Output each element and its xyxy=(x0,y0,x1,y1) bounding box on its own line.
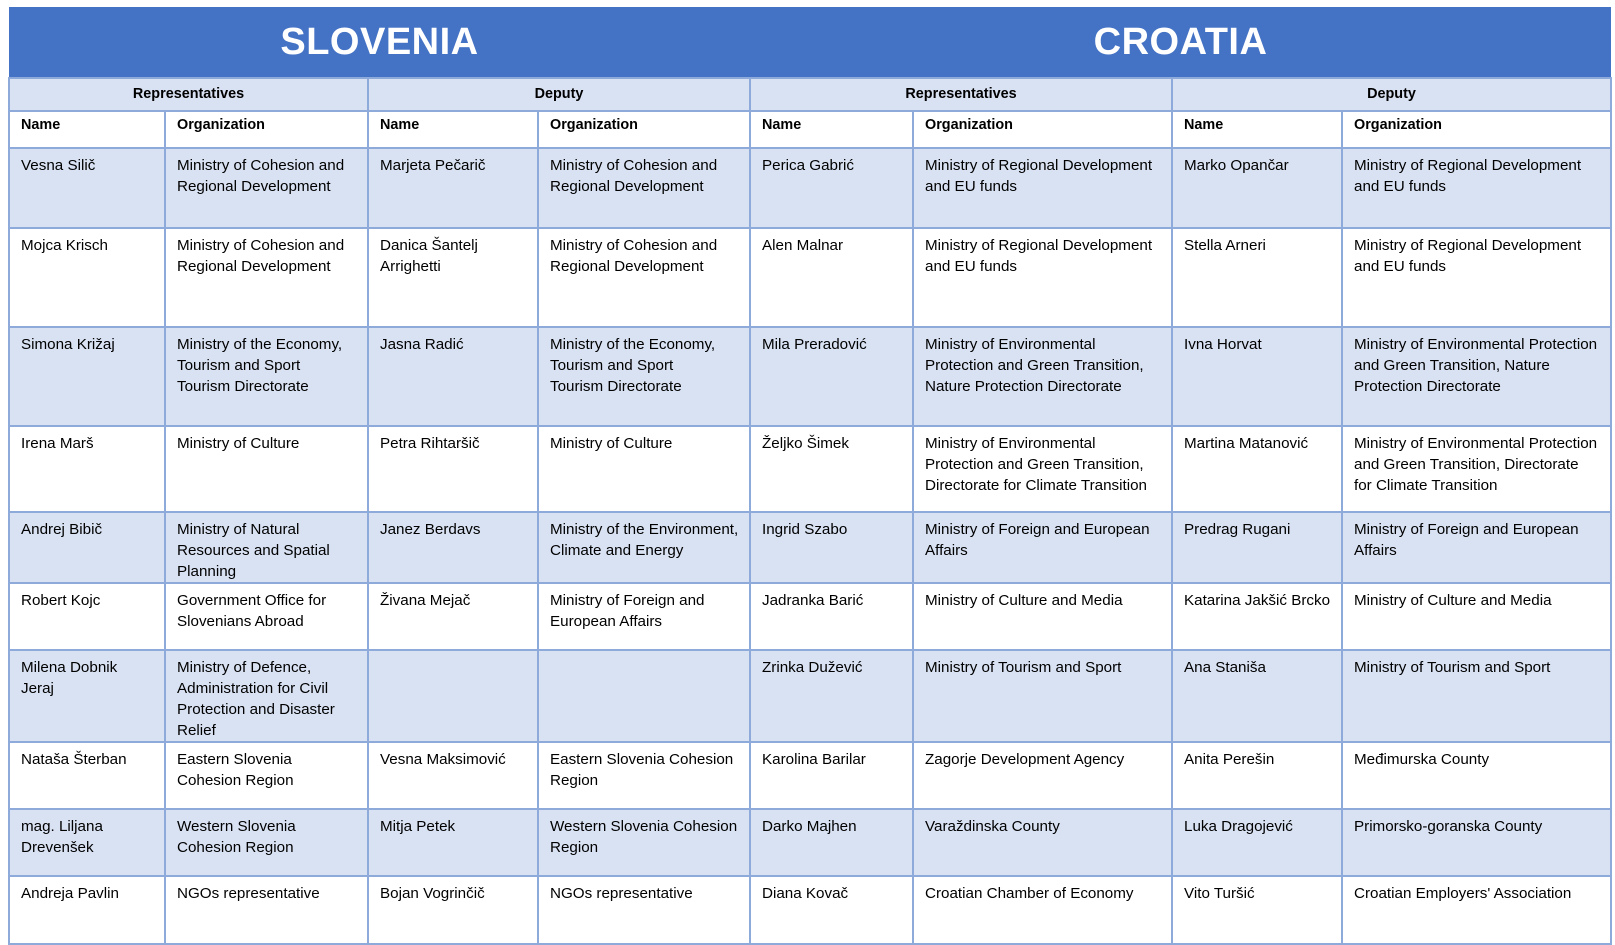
cell-name xyxy=(1172,228,1342,327)
cell-organization xyxy=(1342,650,1611,742)
name-text: Jadranka Barić xyxy=(762,592,864,609)
cell-organization xyxy=(538,809,750,876)
column-header-organization: Organization xyxy=(165,111,368,148)
cell-name xyxy=(368,426,538,512)
name-text: Vesna Maksimović xyxy=(380,751,506,768)
name-text: Anita Perešin xyxy=(1184,751,1275,768)
table-row xyxy=(9,228,1611,327)
cell-organization xyxy=(913,876,1172,944)
name-text: Vesna Silič xyxy=(21,157,96,174)
organization-directorate-text: Tourism Directorate xyxy=(550,378,682,395)
name-text: Diana Kovač xyxy=(762,885,849,902)
cell-organization xyxy=(538,426,750,512)
cell-organization xyxy=(913,809,1172,876)
cell-name xyxy=(1172,809,1342,876)
cell-name xyxy=(9,228,165,327)
table-row xyxy=(9,426,1611,512)
table-row xyxy=(9,650,1611,742)
organization-text: Croatian Employers' Association xyxy=(1354,885,1572,902)
organization-text: Ministry of Environmental Protection and Green Transition, Nature Protection Directorate xyxy=(1354,336,1598,395)
name-text: Stella Arneri xyxy=(1184,237,1266,254)
organization-text: Croatian Chamber of Economy xyxy=(925,885,1134,902)
name-text: Katarina Jakšić Brcko xyxy=(1184,592,1331,609)
name-text: Ingrid Szabo xyxy=(762,521,848,538)
cell-name xyxy=(750,809,913,876)
organization-text: Ministry of Tourism and Sport xyxy=(925,659,1122,676)
cell-organization xyxy=(913,426,1172,512)
cell-organization xyxy=(538,228,750,327)
column-header-row xyxy=(9,111,1611,148)
cell-name xyxy=(1172,426,1342,512)
cell-organization xyxy=(538,650,750,742)
cell-organization xyxy=(538,876,750,944)
cell-name xyxy=(1172,512,1342,583)
organization-text: Ministry of Natural Resources and Spatial Planning xyxy=(177,521,330,580)
organization-text: Ministry of Foreign and European Affairs xyxy=(925,521,1150,559)
cell-name xyxy=(368,650,538,742)
cell-organization xyxy=(913,742,1172,809)
cell-organization xyxy=(913,228,1172,327)
group-heading-slovenia-representatives: Representatives xyxy=(9,78,368,111)
name-text: Andreja Pavlin xyxy=(21,885,119,902)
cell-organization xyxy=(913,148,1172,228)
cell-organization xyxy=(1342,809,1611,876)
organization-text: Ministry of Tourism and Sport xyxy=(1354,659,1551,676)
organization-text: Ministry of Cohesion and Regional Development xyxy=(177,157,345,195)
name-text: Martina Matanović xyxy=(1184,435,1309,452)
table-row xyxy=(9,742,1611,809)
name-text: Bojan Vogrinčič xyxy=(380,885,485,902)
cell-name xyxy=(750,876,913,944)
column-header-organization: Organization xyxy=(913,111,1172,148)
name-text: Alen Malnar xyxy=(762,237,844,254)
organization-text: Zagorje Development Agency xyxy=(925,751,1125,768)
cell-organization xyxy=(165,327,368,426)
cell-name xyxy=(368,809,538,876)
group-heading-croatia-representatives: Representatives xyxy=(750,78,1172,111)
organization-text: Eastern Slovenia Cohesion Region xyxy=(550,751,734,789)
membership-table-container xyxy=(8,7,1610,945)
organization-text: NGOs representative xyxy=(177,885,320,902)
cell-organization xyxy=(165,148,368,228)
table-row xyxy=(9,512,1611,583)
cell-organization xyxy=(913,512,1172,583)
organization-text: Varaždinska County xyxy=(925,818,1060,835)
organization-text: Ministry of Culture xyxy=(550,435,673,452)
cell-name xyxy=(1172,583,1342,650)
cell-name xyxy=(368,327,538,426)
table-row xyxy=(9,327,1611,426)
cell-name xyxy=(750,512,913,583)
group-heading-croatia-deputy: Deputy xyxy=(1172,78,1611,111)
organization-text: Ministry of Cohesion and Regional Development xyxy=(177,237,345,275)
cell-name xyxy=(750,650,913,742)
name-text: Zrinka Dužević xyxy=(762,659,863,676)
table-body xyxy=(9,148,1611,944)
name-text: Vito Turšić xyxy=(1184,885,1255,902)
cell-organization xyxy=(913,583,1172,650)
cell-organization xyxy=(1342,876,1611,944)
organization-text: Međimurska County xyxy=(1354,751,1490,768)
organization-text: Ministry of Regional Development and EU funds xyxy=(1354,237,1582,275)
cell-name xyxy=(9,148,165,228)
column-header-name: Name xyxy=(368,111,538,148)
group-header-row xyxy=(9,78,1611,111)
column-header-organization: Organization xyxy=(1342,111,1611,148)
cell-organization xyxy=(1342,512,1611,583)
organization-text: Ministry of Environmental Protection and Green Transition, Nature Protection Directorate xyxy=(925,336,1144,395)
cell-name xyxy=(750,327,913,426)
cell-organization xyxy=(1342,742,1611,809)
cell-organization xyxy=(538,148,750,228)
cell-organization xyxy=(913,650,1172,742)
organization-text: Western Slovenia Cohesion Region xyxy=(177,818,296,856)
name-text: Robert Kojc xyxy=(21,592,101,609)
cell-name xyxy=(9,742,165,809)
organization-text: NGOs representative xyxy=(550,885,693,902)
name-text: Mitja Petek xyxy=(380,818,456,835)
organization-text: Ministry of Cohesion and Regional Development xyxy=(550,157,718,195)
name-text: Živana Mejač xyxy=(380,592,471,609)
organization-text: Ministry of Environmental Protection and Green Transition, Directorate for Climate Transition xyxy=(925,435,1147,494)
membership-table xyxy=(8,7,1612,945)
table-row xyxy=(9,148,1611,228)
country-heading-croatia: CROATIA xyxy=(750,7,1611,78)
cell-name xyxy=(1172,742,1342,809)
cell-organization xyxy=(165,742,368,809)
column-header-name: Name xyxy=(750,111,913,148)
name-text: Danica Šantelj Arrighetti xyxy=(380,237,478,275)
name-text: Nataša Šterban xyxy=(21,751,127,768)
cell-organization xyxy=(538,327,750,426)
cell-name xyxy=(750,583,913,650)
cell-organization xyxy=(1342,327,1611,426)
cell-name xyxy=(368,512,538,583)
cell-name xyxy=(9,327,165,426)
name-text: Ivna Horvat xyxy=(1184,336,1262,353)
name-text: Marko Opančar xyxy=(1184,157,1289,174)
cell-organization xyxy=(165,583,368,650)
cell-name xyxy=(9,809,165,876)
table-row xyxy=(9,809,1611,876)
cell-name xyxy=(1172,876,1342,944)
table-row xyxy=(9,876,1611,944)
cell-organization xyxy=(913,327,1172,426)
cell-name xyxy=(368,876,538,944)
cell-name xyxy=(1172,327,1342,426)
name-text: Andrej Bibič xyxy=(21,521,103,538)
cell-organization xyxy=(165,512,368,583)
organization-text: Ministry of Culture and Media xyxy=(1354,592,1552,609)
organization-directorate-text: Tourism Directorate xyxy=(177,378,309,395)
country-header-row xyxy=(9,7,1611,78)
cell-organization xyxy=(538,583,750,650)
group-heading-slovenia-deputy: Deputy xyxy=(368,78,750,111)
organization-text: Western Slovenia Cohesion Region xyxy=(550,818,738,856)
cell-organization xyxy=(538,512,750,583)
organization-text: Ministry of the Environment, Climate and Energy xyxy=(550,521,739,559)
country-heading-slovenia: SLOVENIA xyxy=(9,7,750,78)
organization-text: Eastern Slovenia Cohesion Region xyxy=(177,751,294,789)
cell-organization xyxy=(165,228,368,327)
name-text: Jasna Radić xyxy=(380,336,464,353)
name-text: Karolina Barilar xyxy=(762,751,866,768)
cell-name xyxy=(368,742,538,809)
name-text: Perica Gabrić xyxy=(762,157,855,174)
cell-name xyxy=(368,228,538,327)
organization-text: Ministry of Regional Development and EU funds xyxy=(925,157,1153,195)
name-text: Luka Dragojević xyxy=(1184,818,1293,835)
column-header-name: Name xyxy=(1172,111,1342,148)
organization-text: Ministry of Foreign and European Affairs xyxy=(1354,521,1579,559)
name-text: Janez Berdavs xyxy=(380,521,481,538)
cell-name xyxy=(750,426,913,512)
cell-name xyxy=(9,426,165,512)
cell-name xyxy=(9,583,165,650)
organization-text: Primorsko-goranska County xyxy=(1354,818,1543,835)
cell-name xyxy=(9,512,165,583)
organization-text: Ministry of Cohesion and Regional Development xyxy=(550,237,718,275)
cell-name xyxy=(750,742,913,809)
organization-text: Ministry of Regional Development and EU funds xyxy=(925,237,1153,275)
cell-name xyxy=(750,148,913,228)
name-text: Irena Marš xyxy=(21,435,94,452)
name-text: Petra Rihtaršič xyxy=(380,435,480,452)
name-text: Ana Staniša xyxy=(1184,659,1266,676)
cell-organization xyxy=(1342,228,1611,327)
name-text: Željko Šimek xyxy=(762,435,849,452)
name-text: Darko Majhen xyxy=(762,818,857,835)
cell-name xyxy=(750,228,913,327)
cell-organization xyxy=(1342,148,1611,228)
name-text: Simona Križaj xyxy=(21,336,115,353)
cell-name xyxy=(1172,650,1342,742)
organization-text: Ministry of the Economy, Tourism and Sport xyxy=(550,336,716,374)
organization-text: Ministry of Defence, Administration for Civil Protection and Disaster Relief xyxy=(177,659,335,739)
cell-organization xyxy=(165,876,368,944)
cell-name xyxy=(368,148,538,228)
organization-text: Ministry of Regional Development and EU funds xyxy=(1354,157,1582,195)
cell-organization xyxy=(165,809,368,876)
cell-organization xyxy=(165,426,368,512)
name-text: Marjeta Pečarič xyxy=(380,157,486,174)
cell-organization xyxy=(165,650,368,742)
name-text: Milena Dobnik Jeraj xyxy=(21,659,118,697)
name-text: Mojca Krisch xyxy=(21,237,108,254)
name-text: mag. Liljana Drevenšek xyxy=(21,818,103,856)
organization-text: Government Office for Slovenians Abroad xyxy=(177,592,327,630)
cell-organization xyxy=(1342,426,1611,512)
name-text: Predrag Rugani xyxy=(1184,521,1291,538)
organization-text: Ministry of Environmental Protection and Green Transition, Directorate for Climate Transition xyxy=(1354,435,1598,494)
organization-text: Ministry of the Economy, Tourism and Sport xyxy=(177,336,343,374)
cell-name xyxy=(9,650,165,742)
organization-text: Ministry of Culture xyxy=(177,435,300,452)
column-header-organization: Organization xyxy=(538,111,750,148)
organization-text: Ministry of Foreign and European Affairs xyxy=(550,592,705,630)
cell-name xyxy=(9,876,165,944)
cell-name xyxy=(368,583,538,650)
column-header-name: Name xyxy=(9,111,165,148)
cell-organization xyxy=(538,742,750,809)
name-text: Mila Preradović xyxy=(762,336,867,353)
cell-name xyxy=(1172,148,1342,228)
organization-text: Ministry of Culture and Media xyxy=(925,592,1123,609)
cell-organization xyxy=(1342,583,1611,650)
table-row xyxy=(9,583,1611,650)
